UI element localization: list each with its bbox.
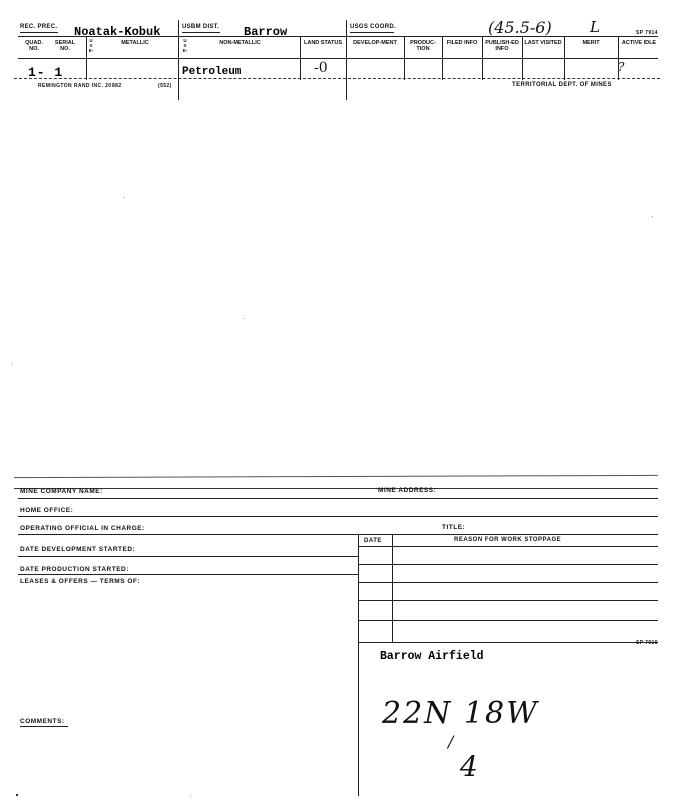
col-divider-1	[86, 36, 87, 80]
reason-row-6	[358, 642, 658, 643]
date-development-label: DATE DEVELOPMENT STARTED:	[20, 546, 136, 553]
department-label: TERRITORIAL DEPT. OF MINES	[512, 82, 612, 88]
col-divider-land	[300, 36, 301, 80]
active-idle-value: ?	[618, 60, 625, 74]
section-mark: /	[448, 732, 454, 751]
form-number-bottom: SP 7910	[636, 640, 658, 646]
land-status-value: -0	[314, 60, 328, 76]
title-label: TITLE:	[442, 524, 466, 531]
section-number: 4	[460, 750, 478, 783]
divider-usbm	[178, 20, 179, 100]
mine-company-line	[18, 498, 658, 499]
non-metallic-value: Petroleum	[182, 66, 242, 78]
non-metallic-label: NON-METALLIC	[219, 40, 261, 46]
reason-row-4	[358, 600, 658, 601]
date-production-line	[18, 574, 358, 575]
mine-address-label: MINE ADDRESS:	[378, 487, 437, 494]
usbm-dist-value: Barrow	[244, 25, 288, 39]
mine-company-label: MINE COMPANY NAME:	[20, 488, 103, 495]
land-status-label: LAND STATUS	[304, 40, 342, 46]
usbm-underline	[182, 32, 220, 33]
serial-no-label: SERIAL NO.	[54, 40, 76, 53]
card-top-edge	[14, 475, 658, 478]
usgs-coord-value: (45.5-6)	[488, 18, 552, 37]
operating-official-label: OPERATING OFFICIAL IN CHARGE:	[20, 525, 145, 532]
header-bottom-line	[18, 58, 658, 59]
home-office-label: HOME OFFICE:	[20, 507, 74, 514]
reason-row-3	[358, 582, 658, 583]
development-label: DEVELOP-MENT	[353, 40, 397, 46]
right-table-left-border	[358, 534, 359, 796]
scan-speck	[124, 197, 125, 198]
scan-speck	[244, 318, 245, 319]
active-idle-label: ACTIVE IDLE	[621, 40, 657, 46]
quad-no-label: QUAD. NO.	[25, 40, 43, 53]
production-label: PRODUC-TION	[410, 40, 436, 53]
leases-label: LEASES & OFFERS — TERMS OF:	[20, 578, 141, 585]
bottom-card	[0, 470, 678, 802]
usbm-dist-label: USBM DIST.	[182, 24, 220, 30]
reason-row-1	[358, 546, 658, 547]
township-range: 22N 18W	[382, 696, 539, 731]
date-column-label: DATE	[364, 538, 382, 544]
location-name: Barrow Airfield	[380, 650, 484, 663]
rec-prec-underline	[20, 32, 58, 33]
printer-label: REMINGTON RAND INC. 20	[38, 83, 112, 89]
reason-row-2	[358, 564, 658, 565]
divider-usgs	[346, 20, 347, 100]
reason-column-label: REASON FOR WORK STOPPAGE	[454, 537, 562, 543]
rec-prec-label: REC. PREC.	[20, 24, 58, 30]
printer-code-2: (552)	[158, 83, 172, 89]
scan-speck	[16, 794, 18, 796]
use-metallic-label: U S E-	[88, 38, 94, 54]
usgs-coord-label: USGS COORD.	[350, 24, 396, 30]
usgs-mark: L	[590, 18, 600, 36]
printer-code-1: 882	[112, 83, 122, 89]
home-office-line	[18, 516, 658, 517]
reason-row-5	[358, 620, 658, 621]
quad-serial-value: 1- 1	[28, 65, 64, 80]
right-table-date-divider	[392, 534, 393, 642]
operating-official-line	[18, 534, 658, 535]
filed-info-label: FILED INFO	[446, 40, 478, 46]
rec-prec-value: Noatak-Kobuk	[74, 25, 161, 39]
card-top-edge-2	[14, 488, 658, 489]
published-info-label: PUBLISH-ED INFO	[485, 40, 519, 53]
usgs-underline	[350, 32, 394, 33]
comments-label: COMMENTS:	[20, 718, 65, 725]
date-production-label: DATE PRODUCTION STARTED:	[20, 566, 129, 573]
merit-label: MERIT	[582, 40, 600, 46]
last-visited-label: LAST VISITED	[524, 40, 562, 46]
metallic-label: METALLIC	[121, 40, 149, 46]
date-development-line	[18, 556, 358, 557]
use-nonmetallic-label: U S E-	[182, 38, 188, 54]
comments-underline	[20, 726, 68, 727]
scan-speck	[12, 364, 13, 365]
scan-speck	[190, 796, 191, 797]
scan-speck	[652, 216, 653, 217]
form-number-top: SP 7914	[636, 30, 658, 36]
top-card	[0, 0, 678, 100]
